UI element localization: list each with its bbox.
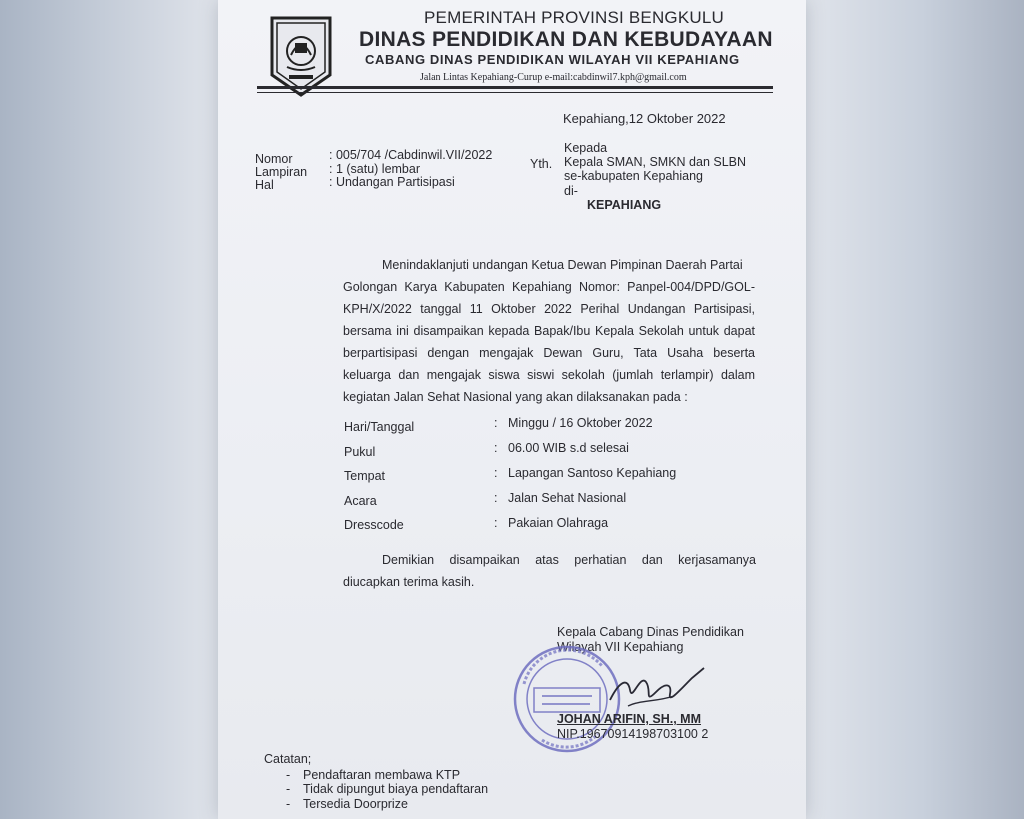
signatory-nip: NIP.19670914198703100 2 [557, 727, 709, 741]
meta-value-hal: : Undangan Partisipasi [329, 175, 455, 189]
handwritten-signature [600, 660, 720, 720]
body-line: berpartisipasi dengan mengajak Dewan Guru, Tata Usaha beserta [343, 346, 755, 360]
meta-value-nomor: : 005/704 /Cabdinwil.VII/2022 [329, 148, 493, 162]
letterhead-office: DINAS PENDIDIKAN DAN KEBUDAYAAN [359, 28, 773, 51]
signature-title1: Kepala Cabang Dinas Pendidikan [557, 625, 744, 639]
bengkulu-emblem-logo [269, 15, 333, 97]
letterhead-rule-thin [257, 92, 773, 93]
closing-line1: Demikian disampaikan atas perhatian dan kerjasamanya [382, 553, 756, 567]
signatory-name: JOHAN ARIFIN, SH., MM [557, 712, 701, 726]
meta-label-hal: Hal [255, 178, 274, 192]
event-colon: : [494, 491, 498, 505]
event-value-dresscode: Pakaian Olahraga [508, 516, 609, 530]
notes-bullet: - [286, 797, 291, 811]
closing-line2: diucapkan terima kasih. [343, 575, 475, 589]
event-value-place: Lapangan Santoso Kepahiang [508, 466, 677, 480]
notes-item: Pendaftaran membawa KTP [303, 768, 461, 782]
event-label-dresscode: Dresscode [344, 518, 404, 532]
meta-label-nomor: Nomor [255, 152, 293, 166]
recipient-di: di- [564, 184, 578, 198]
letter-date: Kepahiang,12 Oktober 2022 [563, 111, 726, 126]
letterhead-rule-thick [257, 86, 773, 89]
body-line: keluarga dan mengajak siswa siswi sekolah (jumlah terlampir) dalam [343, 368, 755, 382]
notes-title: Catatan; [264, 752, 312, 766]
event-value-event: Jalan Sehat Nasional [508, 491, 627, 505]
event-value-time: 06.00 WIB s.d selesai [508, 441, 629, 455]
recipient-line1: Kepala SMAN, SMKN dan SLBN [564, 155, 747, 169]
meta-label-lampiran: Lampiran [255, 165, 308, 179]
recipient-prefix: Yth. [530, 157, 553, 171]
notes-bullet: - [286, 782, 291, 796]
event-colon: : [494, 466, 498, 480]
notes-item: Tidak dipungut biaya pendaftaran [303, 782, 489, 796]
event-label-time: Pukul [344, 445, 376, 459]
body-line: KPH/X/2022 tanggal 11 Oktober 2022 Perihal Undangan Partisipasi, [343, 302, 755, 316]
body-line: kegiatan Jalan Sehat Nasional yang akan dilaksanakan pada : [343, 390, 688, 404]
recipient-place: KEPAHIANG [587, 198, 662, 212]
body-line: bersama ini disampaikan kepada Bapak/Ibu Kepala Sekolah untuk dapat [343, 324, 755, 338]
body-line: Golongan Karya Kabupaten Kepahiang Nomor: Panpel-004/DPD/GOL- [343, 280, 755, 294]
notes-bullet: - [286, 768, 291, 782]
signature-title2: Wilayah VII Kepahiang [557, 640, 684, 654]
letterhead-address: Jalan Lintas Kepahiang-Curup e-mail:cabdinwil7.kph@gmail.com [420, 72, 687, 83]
letterhead-government: PEMERINTAH PROVINSI BENGKULU [424, 8, 725, 27]
event-label-event: Acara [344, 494, 377, 508]
letterhead-branch: CABANG DINAS PENDIDIKAN WILAYAH VII KEPAHIANG [365, 52, 740, 67]
recipient-kepada: Kepada [564, 141, 608, 155]
meta-value-lampiran: : 1 (satu) lembar [329, 162, 421, 176]
event-colon: : [494, 516, 498, 530]
notes-item: Tersedia Doorprize [303, 797, 408, 811]
event-label-date: Hari/Tanggal [344, 420, 415, 434]
event-label-place: Tempat [344, 469, 385, 483]
event-colon: : [494, 441, 498, 455]
recipient-line2: se-kabupaten Kepahiang [564, 169, 704, 183]
body-line: Menindaklanjuti undangan Ketua Dewan Pimpinan Daerah Partai [382, 258, 743, 272]
event-value-date: Minggu / 16 Oktober 2022 [508, 416, 653, 430]
event-colon: : [494, 416, 498, 430]
